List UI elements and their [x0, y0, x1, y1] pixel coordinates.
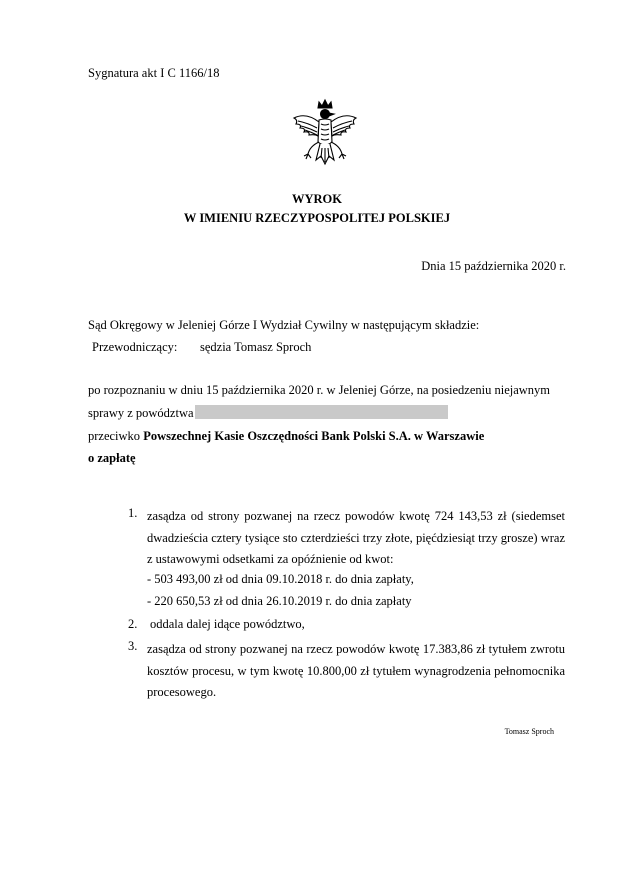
ruling-number: 2.	[128, 617, 138, 631]
ruling-text: zasądza od strony pozwanej na rzecz powodów kwotę 17.383,86 zł tytułem zwrotu kosztów procesu, w tym kwotę 10.800,00 zł tytułem wynagrodzenia pełnomocnika procesowego.	[147, 642, 565, 699]
ruling-number: 1.	[128, 506, 138, 520]
hearing-line: po rozpoznaniu w dniu 15 października 2020 r. w Jeleniej Górze, na posiedzeniu niejawnym	[88, 383, 551, 397]
defendant-name: Powszechnej Kasie Oszczędności Bank Polski S.A. w Warszawie	[143, 429, 485, 443]
document-title: WYROK	[292, 192, 342, 206]
ruling-sub-item: - 503 493,00 zł od dnia 09.10.2018 r. do dnia zapłaty,	[147, 572, 414, 586]
plaintiff-line	[88, 405, 448, 421]
presiding-line	[92, 340, 311, 355]
case-number: Sygnatura akt I C 1166/18	[88, 66, 220, 80]
redacted-plaintiff-name	[195, 405, 448, 419]
judge-signature: Tomasz Sproch	[504, 727, 554, 736]
ruling-text: oddala dalej idące powództwo,	[150, 617, 305, 631]
presiding-judge: sędzia Tomasz Sproch	[200, 340, 312, 354]
plaintiff-prefix: sprawy z powództwa	[88, 406, 194, 420]
against-prefix: przeciwko	[88, 429, 144, 443]
court-composition: Sąd Okręgowy w Jeleniej Górze I Wydział Cywilny w następującym składzie:	[88, 318, 480, 332]
ruling-number: 3.	[128, 639, 138, 653]
case-subject: o zapłatę	[88, 451, 136, 465]
document-subtitle: W IMIENIU RZECZYPOSPOLITEJ POLSKIEJ	[183, 211, 451, 225]
defendant-line	[88, 429, 484, 444]
presiding-role: Przewodniczący:	[92, 340, 178, 354]
ruling-sub-item: - 220 650,53 zł od dnia 26.10.2019 r. do dnia zapłaty	[147, 594, 412, 608]
judgment-date: Dnia 15 października 2020 r.	[421, 259, 566, 273]
polish-eagle-emblem-icon	[288, 98, 362, 176]
ruling-text: zasądza od strony pozwanej na rzecz powodów kwotę 724 143,53 zł (siedemset dwadzieścia cztery tysiące sto czterdzieści trzy złote, pięćdziesiąt trzy grosze) wraz z ustawowymi odsetkami za opóźnienie od kwot:	[147, 509, 565, 566]
